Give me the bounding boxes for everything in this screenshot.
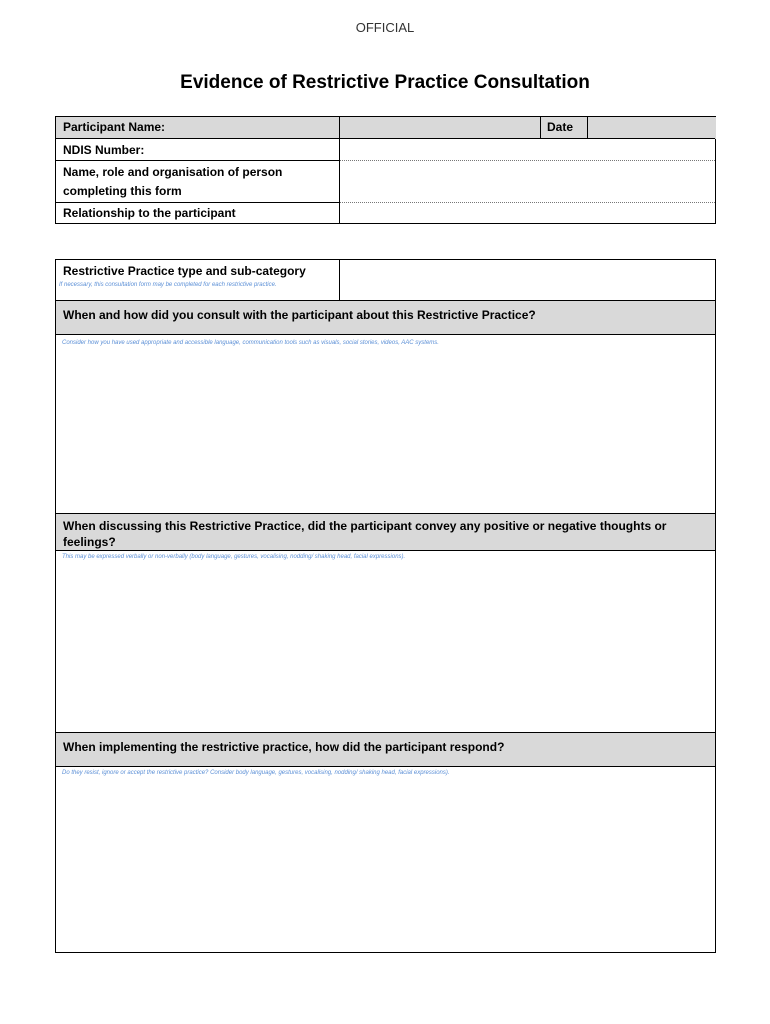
relationship-field[interactable]: [340, 204, 716, 223]
date-label: Date: [547, 120, 574, 134]
question-consultation-hint: Consider how you have used appropriate and accessible language, communication tools such as visuals, social stories, videos, AAC systems.: [62, 340, 439, 346]
practice-type-hint: If necessary, this consultation form may be completed for each restrictive practice.: [59, 282, 277, 288]
question-participant-response-hint: Do they resist, ignore or accept the restrictive practice? Consider body language, gestures, vocalising, nodding/ shaking head, facial expressions).: [62, 770, 450, 776]
question-thoughts-feelings: When discussing this Restrictive Practice, did the participant convey any positive or negative thoughts or feelings?: [56, 513, 715, 551]
question-consultation: When and how did you consult with the participant about this Restrictive Practice?: [56, 300, 715, 335]
ndis-number-field[interactable]: [340, 140, 716, 160]
classification-header: OFFICIAL: [355, 20, 415, 35]
relationship-label: Relationship to the participant: [63, 206, 236, 220]
participant-name-field[interactable]: [340, 118, 539, 138]
person-completing-field[interactable]: [340, 162, 716, 202]
thoughts-feelings-answer-field[interactable]: [57, 562, 714, 732]
date-field[interactable]: [589, 118, 715, 138]
question-participant-response: When implementing the restrictive practice, how did the participant respond?: [56, 732, 715, 767]
details-table: [55, 116, 716, 224]
practice-type-label: Restrictive Practice type and sub-category: [63, 264, 306, 278]
consultation-answer-field[interactable]: [57, 348, 714, 512]
practice-type-field[interactable]: [340, 260, 715, 300]
ndis-number-label: NDIS Number:: [63, 143, 145, 157]
consultation-table: [55, 259, 716, 953]
page-title: Evidence of Restrictive Practice Consultation: [180, 72, 590, 93]
participant-name-label: Participant Name:: [56, 117, 339, 139]
person-completing-label: Name, role and organisation of person completing this form: [63, 165, 283, 198]
question-thoughts-feelings-hint: This may be expressed verbally or non-verbally (body language, gestures, vocalising, nodding/ shaking head, facial expressions).: [62, 554, 406, 560]
participant-response-answer-field[interactable]: [57, 780, 714, 950]
